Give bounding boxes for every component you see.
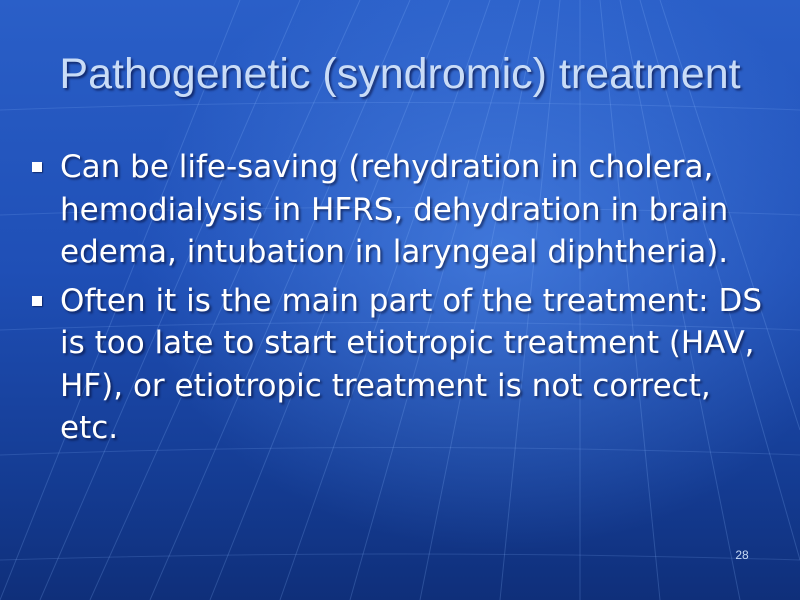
square-bullet-icon bbox=[32, 296, 42, 306]
bullet-item bbox=[26, 146, 766, 274]
bullet-item bbox=[26, 280, 766, 450]
bullet-list bbox=[26, 146, 766, 456]
page-number: 28 bbox=[735, 548, 749, 562]
square-bullet-icon bbox=[32, 162, 42, 172]
bullet-text: Can be life-saving (rehydration in cholera, hemodialysis in HFRS, dehydration in brain edema, intubation in laryngeal diphtheria). bbox=[60, 149, 729, 270]
bullet-text: Often it is the main part of the treatment: DS is too late to start etiotropic treatment (HAV, HF), or etiotropic treatment is not correct, etc. bbox=[60, 282, 763, 446]
slide-title: Pathogenetic (syndromic) treatment bbox=[59, 50, 741, 98]
